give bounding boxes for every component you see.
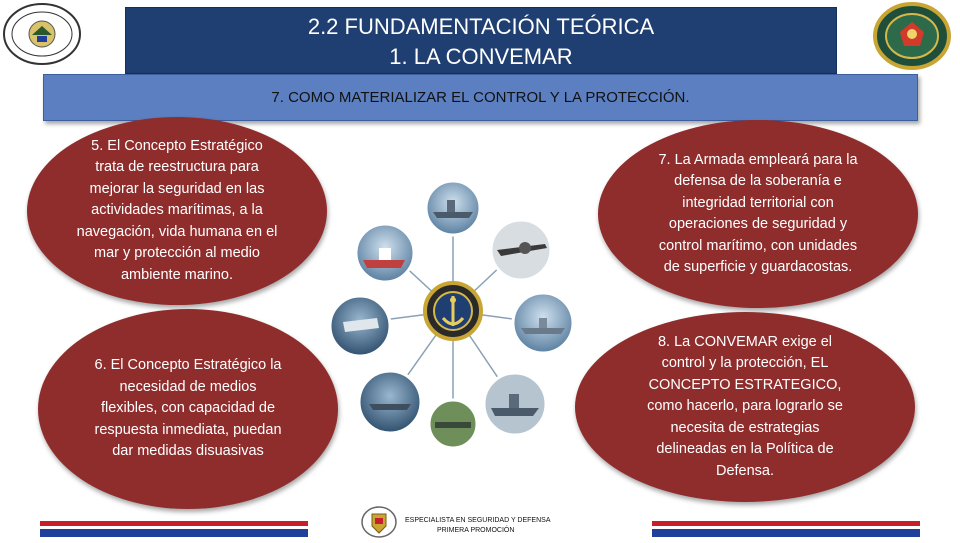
- photo-left: [330, 296, 390, 356]
- photo-bottom: [429, 400, 477, 448]
- title-banner: [125, 7, 837, 74]
- photo-bottom-right: [484, 373, 546, 435]
- armed-forces-logo: [2, 2, 82, 66]
- naval-assets-collage: [325, 178, 585, 450]
- concept-box-6: [38, 309, 338, 509]
- school-crest-logo: [360, 506, 398, 538]
- title-line-1: 2.2 FUNDAMENTACIÓN TEÓRICA: [307, 14, 655, 39]
- concept-box-5-text: 5. El Concepto Estratégico trata de reestructura para mejorar la seguridad en las actividades marítimas, a la navegación, vida humana en el mar y protección al medio ambiente marino.: [76, 137, 278, 283]
- concept-box-6-text: 6. El Concepto Estratégico la necesidad de medios flexibles, con capacidad de respuesta inmediata, puedan dar medidas disuasivas: [94, 357, 282, 460]
- footer-caption: [405, 516, 565, 536]
- footer-line-1: ESPECIALISTA EN SEGURIDAD Y DEFENSA: [405, 517, 551, 524]
- concept-box-8-text: 8. La CONVEMAR exige el control y la protección, EL CONCEPTO ESTRATEGICO, como hacerlo, para lograrlo se necesita de estrategias delineadas en la Política de Defensa.: [647, 333, 843, 479]
- photo-top: [426, 181, 480, 235]
- footer-line-2: PRIMERA PROMOCIÓN: [437, 527, 515, 534]
- concept-box-7: [598, 120, 918, 308]
- navy-center-emblem: [425, 283, 481, 339]
- photo-right: [513, 293, 573, 353]
- flag-strip-left: [40, 521, 308, 537]
- concept-box-8: [575, 312, 915, 502]
- concept-box-7-text: 7. La Armada empleará para la defensa de la soberanía e integridad territorial con operaciones de seguridad y control marítimo, con unidades de superficie y guardacostas.: [658, 151, 858, 275]
- concept-box-5: [27, 117, 327, 305]
- navy-emblem-logo: [872, 2, 952, 70]
- title-line-2: 1. LA CONVEMAR: [389, 44, 573, 69]
- flag-strip-right: [652, 521, 920, 537]
- photo-top-left: [356, 224, 414, 282]
- subtitle-banner: 7. COMO MATERIALIZAR EL CONTROL Y LA PROTECCIÓN.: [43, 74, 918, 121]
- photo-bottom-left: [359, 371, 421, 433]
- photo-top-right: [491, 220, 551, 280]
